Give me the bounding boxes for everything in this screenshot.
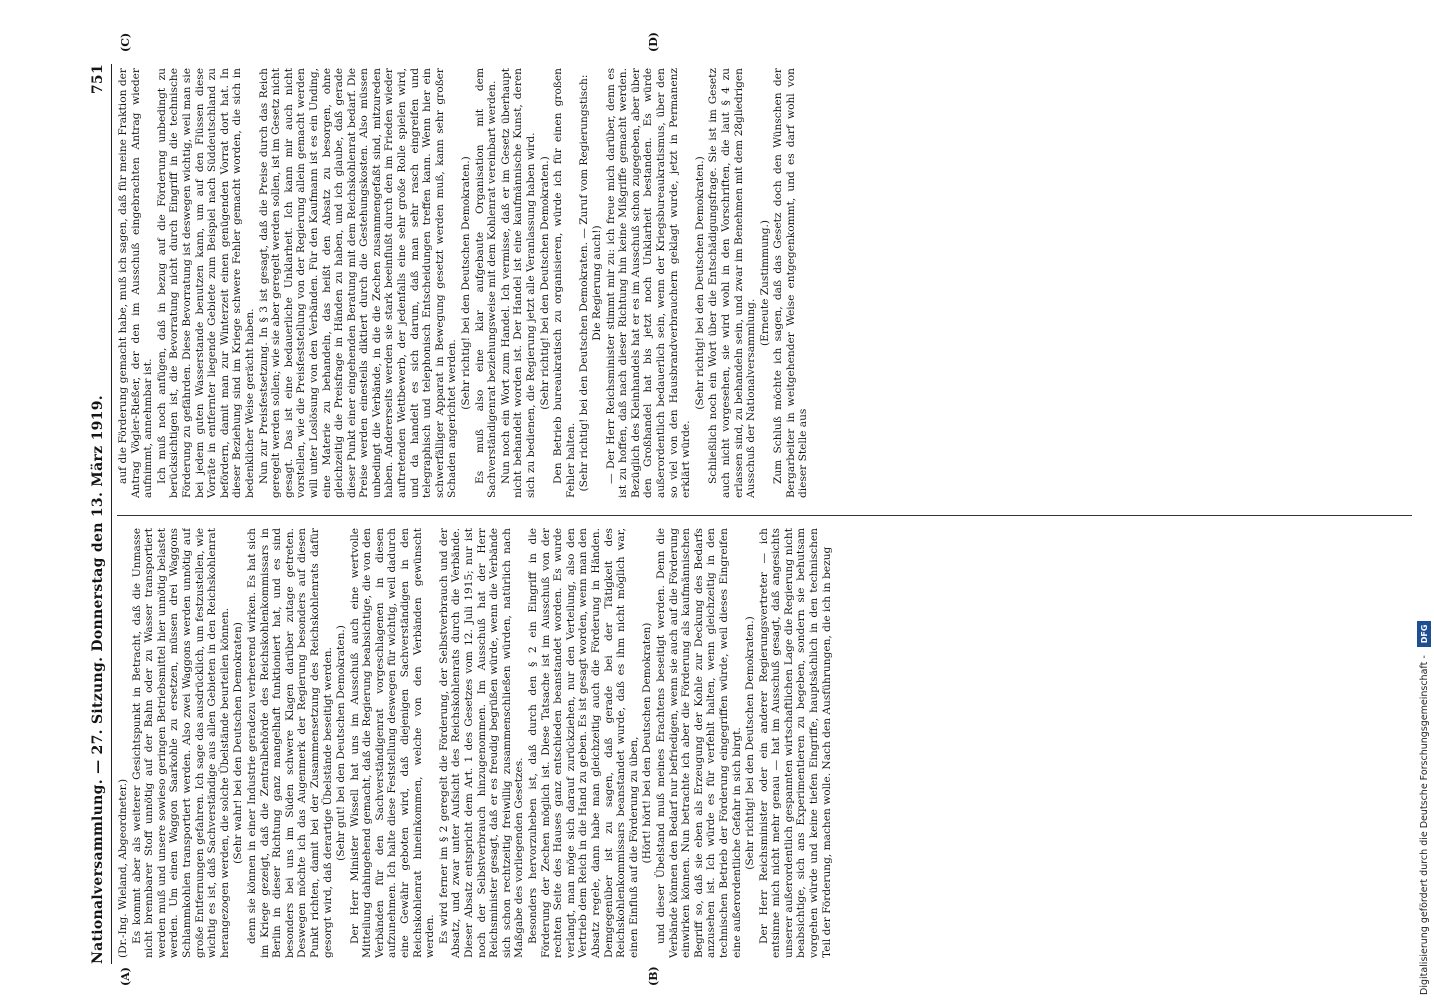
- paragraph: Nun noch ein Wort zum Handel. Ich vermisse, daß er im Gesetz überhaupt nicht behandelt worden ist. Der Handel ist eine kaufmännische Kunst, deren sich zu bedienen, die Regierung jetzt alle Veranlassung haben wird.: [499, 68, 537, 498]
- paragraph: Schließlich noch ein Wort über die Entschädigungsfrage. Sie ist im Gesetz auch nicht vorgesehen, sie wird wohl in den Vorschriften, die laut § 4 zu erlassen sind, zu behandeln sein, und zwar im Benehmen mit dem 28gliedrigen Ausschuß der Nationalversammlung.: [707, 68, 758, 498]
- paragraph: — Der Herr Reichsminister stimmt mir zu: ich freue mich darüber, denn es ist zu hoffen, daß nach dieser Richtung hin keine Mißgriffe gemacht werden. Bezüglich des Kleinhandels hat er es im Ausschuß schon zugegeben, aber über den Großhandel hat bis jetzt noch Unklarheit bestanden. Es würde außerordentlich bedauerlich sein, wenn der Kriegsbureaukratismus, über den so viel von den Hausbrandverbrauchern geklagt wurde, jetzt in Permanenz erklärt würde.: [604, 68, 693, 498]
- margin-marker-c: (C): [119, 32, 132, 52]
- paragraph: Ich muß noch anfügen, daß in bezug auf die Förderung unbedingt zu berücksichtigen ist, die Bevorratung nicht durch Eingriff in die technische Förderung zu gefährden. Diese Bevorratung ist deswegen wichtig, weil man sie bei jedem guten Wasserstande benutzen kann, um auf den Flüssen diese Vorräte in entfernter liegende Gebiete zum Beispiel nach Süddeutschland zu befördern, damit man zur Winterzeit einen genügenden Vorrat dort hat. In dieser Beziehung sind im Kriege schwere Fehler gemacht worden, die sich in bedenklicher Weise gerächt haben.: [155, 68, 256, 498]
- document-page: [87, 32, 1412, 986]
- paragraph: auf die Förderung gemacht habe, muß ich sagen, daß für meine Fraktion der Antrag Vögler-Rießer, der den im Ausschuß eingebrachten Antrag wieder aufnimmt, annehmbar ist.: [117, 68, 155, 498]
- credit-text: Digitalisierung gefördert durch die Deutsche Forschungsgemeinschaft -: [1418, 655, 1430, 995]
- paragraph: Nun zur Preisfestsetzung. In § 3 ist gesagt, daß die Preise durch das Reich geregelt werden sollen; wie sie aber geregelt werden sollen, ist im Gesetz nicht gesagt. Das ist eine bedauerliche Unklarheit. Ich kann mir auch nicht vorstellen, wie die Preisfeststellung von der Regierung allein gemacht werden will unter Loslösung von den Verbänden. Für den Kaufmann ist es ein Unding, eine Materie zu behandeln, das heißt den Absatz zu besorgen, ohne gleichzeitig die Preisfrage in Händen zu haben, und ich glaube, daß gerade dieser Punkt einer eingehenden Beratung mit dem Reichskohlenrat bedarf. Die Preise werden einesteils diktiert durch die Gestehungskosten. Also müssen unbedingt die Verbände, in die die Zechen zusammengefaßt sind, mitzureden haben. Andererseits werden sie stark beeinflußt durch den im Frieden wieder auftretenden Wettbewerb, der jedenfalls eine sehr große Rolle spielen wird, und da handelt es sich darum, daß man sehr rasch eingreifen und telegraphisch und telephonisch Entscheidungen treffen kann. Wenn hier ein schwerfälliger Apparat in Bewegung gesetzt werden muß, kann sehr großer Schaden angerichtet werden.: [257, 68, 459, 498]
- right-column: [117, 68, 1412, 498]
- paragraph: und dieser Übelstand muß meines Erachtens beseitigt werden. Denn die Verbände können den Bedarf nur befriedigen, wenn sie auch auf die Förderung einwirken können. Nun betrachte ich aber die Förderung als kaufmännischen Begriff so, daß sie eben als Erzeugung der Kohle zur Deckung des Bedarfs anzusehen ist. Ich würde es für verfehlt halten, wenn gleichzeitig in den technischen Betrieb der Förderung eingegriffen würde, weil dieses Eingreifen eine außerordentliche Gefahr in sich birgt.: [654, 528, 743, 958]
- margin-marker-a: (A): [119, 967, 132, 986]
- paragraph: denn sie können in einer Industrie geradezu verheerend wirken. Es hat sich im Kriege gezeigt, daß die Zentralbehörde des Reichskohlenkommissars in Berlin in dieser Richtung ganz mangelhaft funktioniert hat, und es sind besonders bei uns im Süden schwere Klagen darüber zutage getreten. Deswegen möchte ich das Augenmerk der Regierung besonders auf diesen Punkt richten, damit bei der Zusammensetzung des Reichskohlenrats dafür gesorgt wird, daß derartige Übelstände beseitigt werden.: [245, 528, 334, 958]
- paragraph: (Sehr richtig! bei den Deutschen Demokraten.): [538, 156, 551, 410]
- page-header: [87, 64, 109, 964]
- margin-marker-b: (B): [647, 966, 660, 986]
- paragraph: (Sehr gut! bei den Deutschen Demokraten.): [335, 625, 348, 861]
- paragraph: Zum Schluß möchte ich sagen, daß das Gesetz doch den Wünschen der Bergarbeiter in weitgehender Weise entgegenkommt, und es darf wohl von dieser Stelle aus: [772, 68, 810, 498]
- paragraph: Der Herr Reichsminister oder ein anderer Regierungsvertreter — ich entsinne mich nicht mehr genau — hat im Ausschuß gesagt, daß angesichts unserer außerordentlich gespannten wirtschaftlichen Lage die Regierung nicht beabsichtige, sich ans Experimentieren zu begeben, sondern sie behutsam vorgehen würde und keine tiefen Eingriffe, hauptsächlich in den technischen Teil der Förderung, machen wolle. Nach den Ausführungen, die ich in bezug: [757, 528, 833, 958]
- running-title: Nationalversammlung. — 27. Sitzung. Donnerstag den 13. März 1919.: [90, 395, 106, 964]
- paragraph: (Sehr wahr! bei den Deutschen Demokraten): [232, 622, 245, 864]
- paragraph: (Dr.-Ing. Wieland, Abgeordneter.): [117, 778, 129, 958]
- column-divider: [117, 515, 1412, 516]
- paragraph: (Hört! hört! bei den Deutschen Demokraten): [641, 622, 654, 864]
- paragraph: (Sehr richtig! bei den Deutschen Demokraten.): [693, 156, 706, 410]
- paragraph: Es kommt aber als weiterer Gesichtspunkt in Betracht, daß die Unmasse nicht brennbarer Stoff unnötig auf der Bahn oder zu Wasser transportiert werden muß und unsere sowieso geringen Betriebsmittel hier unnötig belastet werden. Um einen Waggon Saarkohle zu ersetzen, müssen drei Waggons Schlammkohlen transportiert werden. Also zwei Waggons werden unnötig auf große Entfernungen gefahren. Ich sage das ausdrücklich, um festzustellen, wie wichtig es ist, daß Sachverständige aus allen Gebieten in den Reichskohlenrat herangezogen werden, die solche Übelstände beurteilen können.: [130, 528, 231, 958]
- left-column: [117, 528, 1412, 958]
- paragraph: (Erneute Zustimmung.): [758, 219, 771, 347]
- paragraph: (Sehr richtig! bei den Deutschen Demokraten.): [460, 156, 473, 410]
- page-number: 751: [90, 64, 106, 95]
- paragraph: Besonders hervorzuheben ist, daß durch den § 2 ein Eingriff in die Förderung der Zechen möglich ist. Diese Tatsache ist im Ausschuß von der rechten Seite des Hauses ganz entschieden beanstandet worden. Es wurde verlangt, man möge sich darauf zurückziehen, nur den Verteilung, also den Vertrieb dem Reich in die Hand zu geben. Es ist gesagt worden, wenn man den Absatz regele, dann habe man gleichzeitig auch die Förderung in Händen. Demgegenüber ist zu sagen, daß gerade bei der Tätigkeit des Reichskohlenkommissars beanstandet wurde, daß es ihm nicht möglich war, einen Einfluß auf die Förderung zu üben,: [527, 528, 640, 958]
- paragraph: Den Betrieb bureaukratisch zu organisieren, würde ich für einen großen Fehler halten.: [552, 68, 577, 498]
- paragraph: Es wird ferner im § 2 geregelt die Förderung, der Selbstverbrauch und der Absatz, und zwar unter Aufsicht des Reichskohlenrats durch die Verbände. Dieser Absatz entspricht dem Art. 1 des Gesetzes vom 12. Juli 1915; nur ist noch der Selbstverbrauch hinzugenommen. Im Ausschuß hat der Herr Reichsminister gesagt, daß er es freudig begrüßen würde, wenn die Verbände sich schon rechtzeitig freiwillig zusammenschließen würden, natürlich nach Maßgabe des vorliegenden Gesetzes.: [437, 528, 526, 958]
- paragraph: (Sehr richtig! bei den Deutschen Demokraten.): [744, 616, 757, 870]
- margin-marker-d: (D): [647, 32, 660, 52]
- paragraph: Es muß also eine klar aufgebaute Organisation mit dem Sachverständigenrat beziehungsweise mit dem Kohlenrat vereinbart werden.: [473, 68, 499, 498]
- digitisation-credit: [1416, 5, 1432, 995]
- dfg-logo: DFG: [1417, 621, 1431, 648]
- paragraph: (Sehr richtig! bei den Deutschen Demokraten. — Zuruf vom Regierungstisch: Die Regierung auch!): [578, 74, 603, 492]
- paragraph: Der Herr Minister Wissell hat uns im Ausschuß auch eine wertvolle Mitteilung dahingehend gemacht, daß die Regierung beabsichtige, die von den Verbänden für den Sachverständigenrat vorgeschlagenen in diesen aufzunehmen. Ich halte diese Feststellung deswegen für wichtig, weil dadurch eine Gewähr geboten wird, daß diejenigen Sachverständigen in den Reichskohlenrat hineinkommen, welche von den Verbänden gewünscht werden.: [348, 528, 437, 958]
- header-rule: [111, 64, 112, 964]
